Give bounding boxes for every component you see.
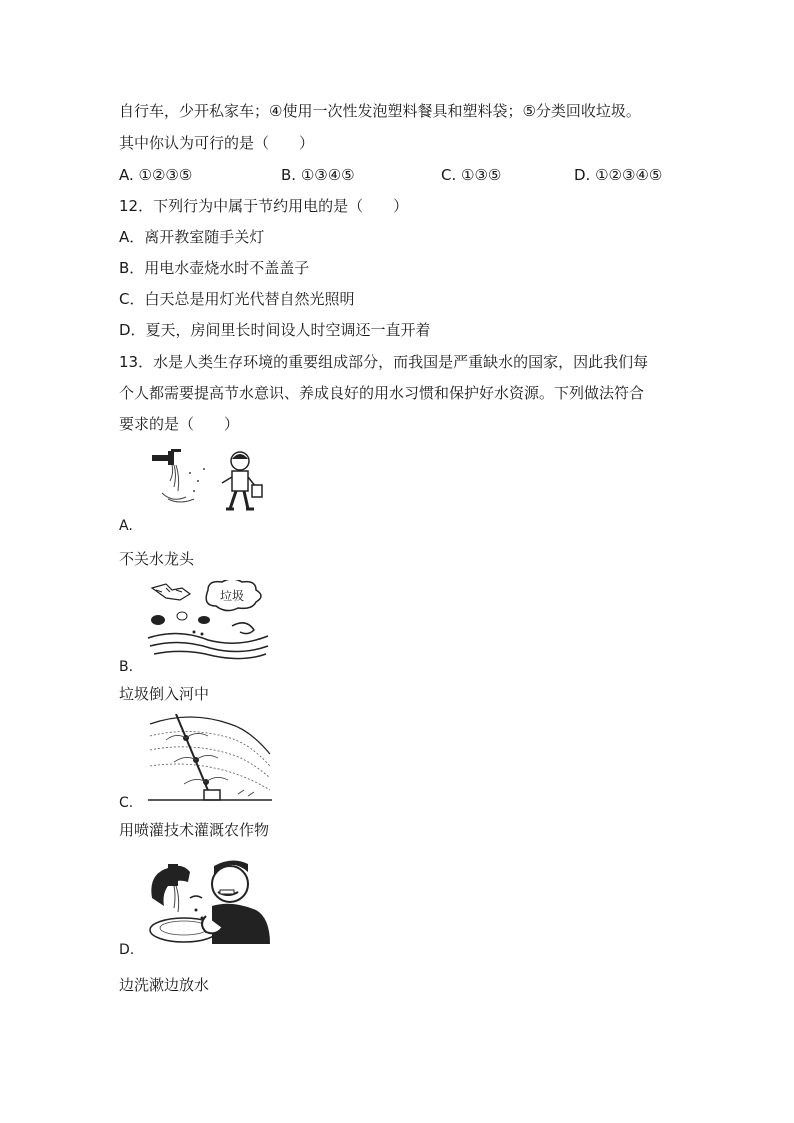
river-garbage-icon[interactable]	[146, 580, 270, 660]
q11-choice-a[interactable]: A. ①②③⑤	[119, 166, 193, 184]
q13-option-b-label[interactable]: B.	[119, 659, 134, 675]
q13-option-d-caption: 边洗漱边放水	[119, 976, 210, 994]
q13-option-a-label[interactable]: A.	[119, 518, 133, 534]
q12-option-a[interactable]: A．离开教室随手关灯	[119, 228, 265, 246]
washing-faucet-icon[interactable]	[146, 858, 272, 948]
sprinkler-irrigation-icon[interactable]	[148, 714, 272, 806]
q13-option-d-label[interactable]: D.	[119, 942, 135, 958]
q11-choices	[119, 165, 679, 185]
q13-option-a-caption: 不关水龙头	[119, 550, 195, 568]
q13-stem-line-2: 个人都需要提高节水意识、养成良好的用水习惯和保护好水资源。下列做法符合	[119, 384, 645, 402]
q11-choice-c[interactable]: C. ①③⑤	[441, 166, 502, 184]
q11-choice-b[interactable]: B. ①③④⑤	[281, 166, 355, 184]
q13-option-c-label[interactable]: C.	[119, 795, 134, 811]
garbage-sign-text: 垃圾	[220, 589, 245, 603]
q13-stem-line-3: 要求的是（ ）	[119, 415, 240, 433]
q13-option-b-caption: 垃圾倒入河中	[119, 685, 210, 703]
faucet-running-icon[interactable]	[148, 447, 268, 519]
q12-option-b[interactable]: B．用电水壶烧水时不盖盖子	[119, 259, 310, 277]
q13-option-c-caption: 用喷灌技术灌溉农作物	[119, 821, 270, 839]
q13-stem-line-1: 13．水是人类生存环境的重要组成部分，而我国是严重缺水的国家，因此我们每	[119, 353, 649, 371]
q11-text-line-1: 自行车，少开私家车；④使用一次性发泡塑料餐具和塑料袋；⑤分类回收垃圾。	[119, 102, 641, 120]
q11-text-line-2: 其中你认为可行的是（ ）	[119, 134, 315, 152]
q11-choice-d[interactable]: D. ①②③④⑤	[574, 166, 663, 184]
q12-option-d[interactable]: D．夏天，房间里长时间设人时空调还一直开着	[119, 321, 431, 339]
q12-stem: 12．下列行为中属于节约用电的是（ ）	[119, 197, 409, 215]
q12-option-c[interactable]: C．白天总是用灯光代替自然光照明	[119, 290, 355, 308]
